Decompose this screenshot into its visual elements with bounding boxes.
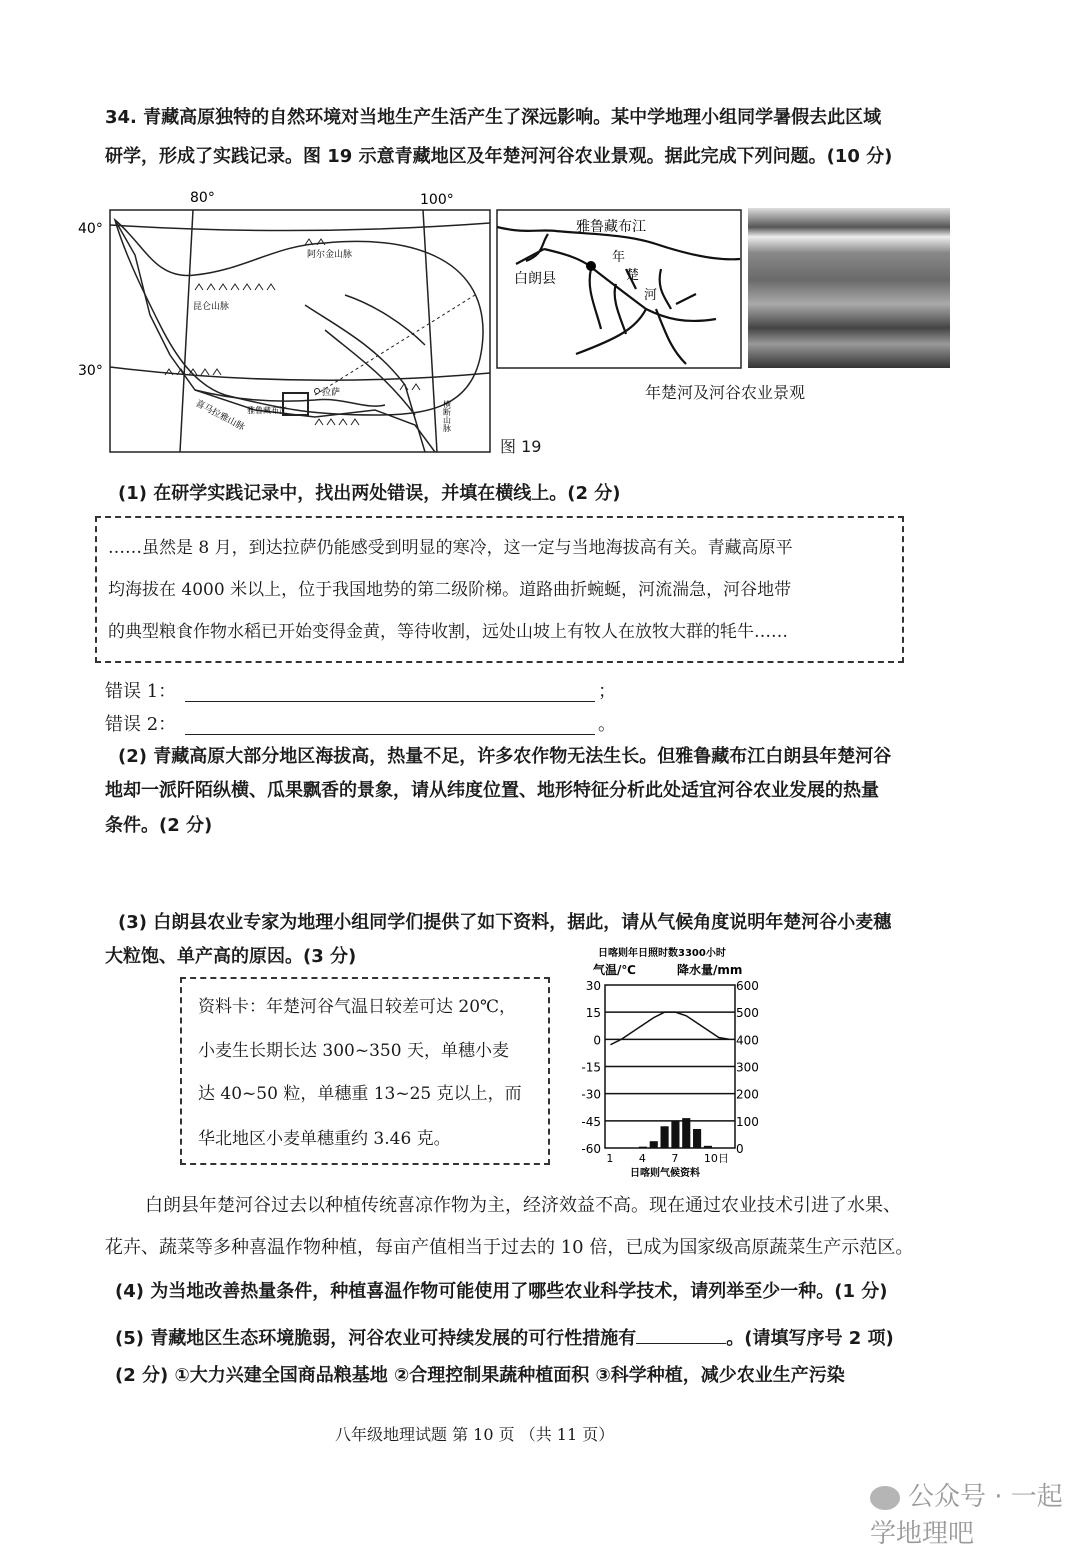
chart-ylabel-right: 降水量/mm [677, 963, 743, 977]
nianchu-char-1: 年 [612, 250, 626, 265]
x-tick-label: 10日 [703, 1152, 729, 1165]
precipitation-bar-month-7 [671, 1121, 679, 1148]
precipitation-bar-month-4 [639, 1147, 647, 1148]
q4-prompt: (4) 为当地改善热量条件，种植喜温作物可能使用了哪些农业科学技术，请列举至少一种。(1 分) [115, 1281, 888, 1302]
question-intro-line1: 青藏高原独特的自然环境对当地生产生活产生了深远影响。某中学地理小组同学暑假去此区域 [143, 107, 882, 128]
lon-100-line [423, 210, 437, 452]
paragraph-line-1: 白朗县年楚河谷过去以种植传统喜凉作物为主，经济效益不高。现在通过农业技术引进了水果、 [145, 1195, 901, 1216]
x-tick-label: 1 [606, 1152, 614, 1165]
watermark [870, 1476, 1080, 1550]
inset-river-label: 雅鲁藏布江 [576, 219, 646, 235]
chart-ylabel-left: 气温/℃ [593, 963, 636, 977]
page-footer: 八年级地理试题 第 10 页 （共 11 页） [335, 1425, 615, 1444]
q5-prompt [115, 1325, 894, 1350]
chart-title: 日喀则年日照时数3300小时 [598, 948, 726, 959]
label-hengduan: 横断山脉 [442, 400, 452, 432]
q3-line-1: (3) 白朗县农业专家为地理小组同学们提供了如下资料，据此，请从气候角度说明年楚河谷小麦穗 [118, 912, 892, 933]
chart-caption: 日喀则气候资料 [630, 1168, 700, 1179]
paragraph-line-2: 花卉、蔬菜等多种喜温作物种植，每亩产值相当于过去的 10 倍，已成为国家级高原蔬菜生产示范区。 [105, 1237, 914, 1258]
wechat-icon [870, 1486, 900, 1510]
precipitation-bar-month-5 [650, 1141, 658, 1148]
record-line-2: 均海拔在 4000 米以上，位于我国地势的第二级阶梯。道路曲折蜿蜒，河流湍急，河谷地带 [108, 580, 792, 600]
river-2 [325, 330, 415, 415]
error1-answer-line[interactable] [185, 701, 595, 702]
left-tick-label: 15 [585, 1006, 601, 1021]
q3-line-2: 大粒饱、单产高的原因。(3 分) [105, 946, 357, 967]
plateau-boundary [115, 220, 483, 415]
record-line-3: 的典型粮食作物水稻已开始变得金黄，等待收割，远处山坡上有牧人在放牧大群的牦牛…… [108, 622, 788, 642]
q5-before: (5) 青藏地区生态环境脆弱，河谷农业可持续发展的可行性措施有 [115, 1328, 637, 1349]
right-tick-label: 500 [736, 1006, 759, 1021]
q1-prompt: (1) 在研学实践记录中，找出两处错误，并填在横线上。(2 分) [118, 483, 621, 504]
nianchu-river-map [496, 209, 742, 370]
x-tick-label: 4 [638, 1152, 646, 1165]
figure-label: 图 19 [500, 437, 542, 456]
left-tick-label: -30 [581, 1087, 601, 1102]
card-line-4: 华北地区小麦单穗重约 3.46 克。 [198, 1129, 451, 1149]
border-line [115, 220, 435, 452]
question-intro-line2: 研学，形成了实践记录。图 19 示意青藏地区及年楚河河谷农业景观。据此完成下列问题。(10 分) [105, 146, 893, 167]
q5-answer-blank[interactable] [636, 1325, 726, 1344]
lat-label-30: 30° [78, 363, 103, 379]
label-himalaya: 喜马拉雅山脉 [193, 398, 246, 434]
river-3 [345, 295, 425, 345]
lon-80-line [180, 210, 193, 452]
card-line-1: 资料卡：年楚河谷气温日较差可达 20℃， [198, 997, 517, 1017]
label-kunlun: 昆仑山脉 [193, 302, 230, 312]
error1-end: ； [598, 681, 616, 702]
q2-line-1: (2) 青藏高原大部分地区海拔高，热量不足，许多农作物无法生长。但雅鲁藏布江白朗县年楚河谷 [118, 746, 892, 767]
lhasa-marker [315, 389, 320, 394]
precipitation-bar-month-10 [704, 1146, 712, 1148]
photo-caption: 年楚河及河谷农业景观 [645, 383, 806, 402]
left-tick-label: -15 [581, 1060, 601, 1075]
error2-label: 错误 2： [105, 714, 177, 735]
right-tick-label: 100 [736, 1114, 759, 1129]
error2-end: 。 [598, 714, 616, 735]
right-tick-label: 200 [736, 1087, 759, 1102]
precipitation-bar-month-9 [693, 1129, 701, 1148]
label-lhasa: 拉萨 [322, 388, 341, 398]
q5-options: (2 分) ①大力兴建全国商品粮基地 ②合理控制果蔬种植面积 ③科学种植，减少农业生产污染 [115, 1365, 845, 1386]
lat-label-40: 40° [78, 221, 103, 237]
error1-label: 错误 1： [105, 681, 177, 702]
lon-label-100: 100° [420, 192, 454, 208]
lat-40-line [110, 223, 490, 231]
right-tick-label: 600 [736, 979, 759, 993]
left-tick-label: -60 [581, 1142, 601, 1156]
right-tick-label: 300 [736, 1060, 759, 1075]
nianchu-char-2: 楚 [626, 268, 640, 283]
right-tick-label: 0 [736, 1142, 744, 1156]
q2-line-3: 条件。(2 分) [105, 815, 213, 836]
watermark-text: 公众号 · 一起学地理吧 [870, 1482, 1063, 1549]
precipitation-bar-month-8 [682, 1118, 690, 1148]
label-altun: 阿尔金山脉 [307, 250, 353, 260]
card-line-2: 小麦生长期长达 300~350 天，单穗小麦 [198, 1041, 509, 1061]
question-number: 34. [105, 107, 137, 128]
q2-line-2: 地却一派阡陌纵横、瓜果飘香的景象，请从纬度位置、地形特征分析此处适宜河谷农业发展的热量 [105, 780, 879, 801]
card-line-3: 达 40~50 粒，单穗重 13~25 克以上，而 [198, 1084, 522, 1104]
label-yarlung: 雅鲁藏布江 [247, 406, 287, 415]
x-tick-label: 7 [671, 1152, 679, 1165]
mountain-symbols [165, 239, 420, 425]
bailang-marker [586, 261, 596, 271]
question-number-and-intro [105, 107, 881, 129]
left-tick-label: 30 [585, 979, 601, 993]
record-line-1: ……虽然是 8 月，到达拉萨仍能感受到明显的寒冷，这一定与当地海拔高有关。青藏高原平 [108, 538, 793, 558]
error2-answer-line[interactable] [185, 734, 595, 735]
lon-label-80: 80° [190, 190, 215, 206]
q5-after: 。(请填写序号 2 项) [726, 1328, 894, 1349]
tibet-map [75, 185, 505, 460]
precipitation-bar-month-6 [661, 1126, 669, 1148]
left-tick-label: 0 [593, 1033, 601, 1048]
right-tick-label: 400 [736, 1033, 759, 1048]
climate-chart [560, 940, 780, 1180]
valley-agriculture-photo [748, 208, 950, 368]
bailang-label: 白朗县 [514, 271, 556, 287]
left-tick-label: -45 [581, 1114, 601, 1129]
nianchu-char-3: 河 [644, 288, 658, 303]
